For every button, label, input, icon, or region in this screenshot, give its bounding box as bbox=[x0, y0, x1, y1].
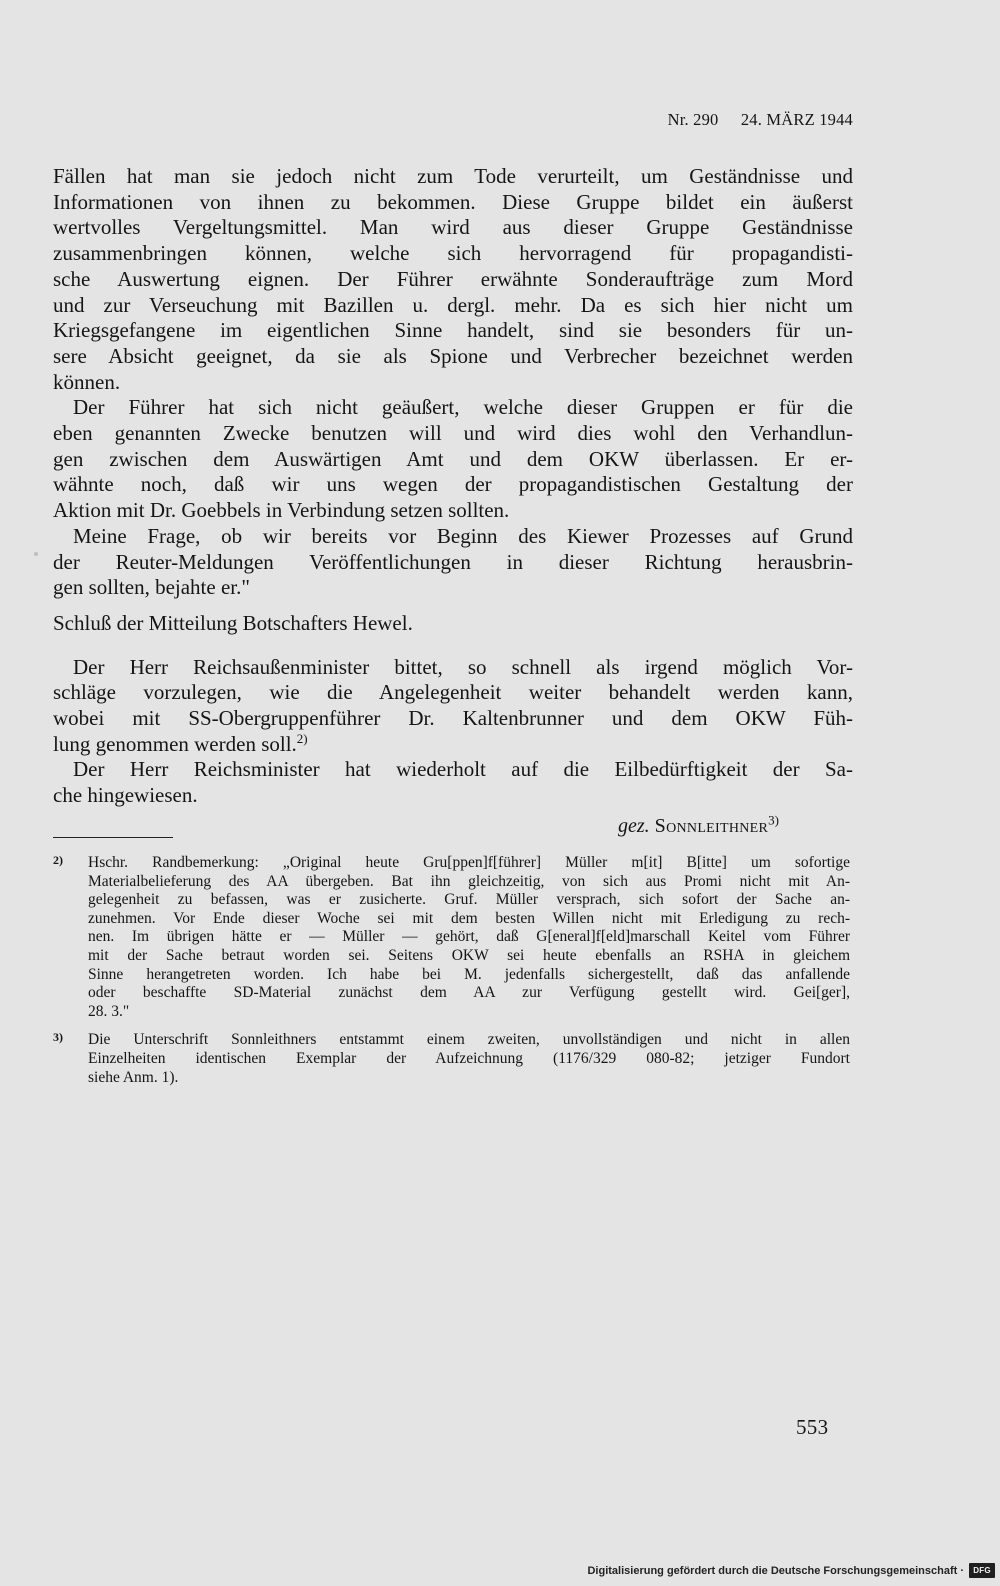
text-line: Der Herr Reichsminister hat wiederholt auf die Eilbedürftigkeit der Sa- bbox=[73, 757, 853, 782]
footnote-2 bbox=[53, 854, 850, 1021]
text-line: schläge vorzulegen, wie die Angelegenheit weiter behandelt werden kann, bbox=[53, 680, 853, 705]
text-line: Schluß der Mitteilung Botschafters Hewel. bbox=[53, 610, 413, 635]
text-line: gen sollten, bejahte er." bbox=[53, 575, 250, 600]
text-line: sere Absicht geeignet, da sie als Spione und Verbrecher bezeichnet werden bbox=[53, 343, 853, 368]
dfg-logo-icon: DFG bbox=[969, 1563, 995, 1578]
digitization-credit bbox=[587, 1563, 995, 1578]
footnote-line: Materialbelieferung des AA übergeben. Bat ihn gleichzeitig, von sich aus Promi nicht mit An- bbox=[88, 872, 850, 890]
page-header bbox=[668, 110, 853, 130]
text-line: wobei mit SS-Obergruppenführer Dr. Kaltenbrunner und dem OKW Füh- bbox=[53, 706, 853, 731]
text-line-content: lung genommen werden soll. bbox=[53, 731, 297, 756]
paragraph-gap bbox=[53, 601, 853, 611]
text-line: wähnte noch, daß wir uns wegen der propagandistischen Gestaltung der bbox=[53, 472, 853, 497]
footnotes bbox=[53, 854, 850, 1097]
signature bbox=[618, 812, 779, 838]
text-line: können. bbox=[53, 369, 121, 394]
footnote-line: Sinne herangetreten worden. Ich habe bei M. jedenfalls sichergestellt, daß das anfallende bbox=[88, 965, 850, 983]
text-line: gen zwischen dem Auswärtigen Amt und dem OKW überlassen. Er er- bbox=[53, 446, 853, 471]
document-number: Nr. 290 bbox=[667, 110, 719, 129]
text-line: der Reuter-Meldungen Veröffentlichungen in dieser Richtung herausbrin- bbox=[53, 549, 853, 574]
main-text bbox=[53, 164, 853, 809]
document-date: 24. MÄRZ 1944 bbox=[740, 110, 853, 129]
digitization-text: Digitalisierung gefördert durch die Deutsche Forschungsgemeinschaft · bbox=[587, 1564, 964, 1577]
text-line: Fällen hat man sie jedoch nicht zum Tode verurteilt, um Geständnisse und bbox=[53, 164, 853, 188]
footnote-line: gelegenheit zu befassen, was er zusicherte. Gruf. Müller versprach, sich sofort der Sache an- bbox=[88, 891, 850, 909]
footnote-line: Einzelheiten identischen Exemplar der Aufzeichnung (1176/329 080-82; jetziger Fundort bbox=[88, 1049, 850, 1067]
footnote-line: mit der Sache betraut worden sei. Seitens OKW sei heute ebenfalls an RSHA in gleichem bbox=[88, 946, 850, 964]
text-line: und zur Verseuchung mit Bazillen u. dergl. mehr. Da es sich hier nicht um bbox=[53, 292, 853, 317]
footnote-line: nen. Im übrigen hätte er — Müller — gehört, daß G[eneral]f[eld]marschall Keitel vom Führer bbox=[88, 928, 850, 946]
footnote-marker: 2) bbox=[53, 853, 63, 867]
footnote-line: Die Unterschrift Sonnleithners entstammt einem zweiten, unvollständigen und nicht in allen bbox=[88, 1031, 850, 1049]
footnote-3 bbox=[53, 1031, 850, 1087]
footnote-line: Hschr. Randbemerkung: „Original heute Gru[ppen]f[führer] Müller m[it] B[itte] um sofortige bbox=[88, 854, 850, 871]
signature-gez: gez. bbox=[618, 815, 650, 837]
footnote-line: siehe Anm. 1). bbox=[88, 1068, 179, 1086]
text-line: Informationen von ihnen zu bekommen. Diese Gruppe bildet ein äußerst bbox=[53, 189, 853, 214]
text-line: che hingewiesen. bbox=[53, 783, 198, 808]
footnote-line: zunehmen. Vor Ende dieser Woche sei mit dem besten Willen nicht mit Erledigung zu rech- bbox=[88, 909, 850, 927]
text-line: Meine Frage, ob wir bereits vor Beginn des Kiewer Prozesses auf Grund bbox=[73, 523, 853, 548]
footnote-marker: 3) bbox=[53, 1030, 63, 1045]
footnote-line: oder beschaffte SD-Material zunächst dem AA zur Verfügung gestellt wird. Gei[ger], bbox=[88, 984, 850, 1002]
footnote-reference: 3) bbox=[768, 812, 779, 828]
paragraph-gap bbox=[53, 637, 853, 655]
text-line: zusammenbringen können, welche sich hervorragend für propagandisti- bbox=[53, 241, 853, 266]
text-line: Aktion mit Dr. Goebbels in Verbindung setzen sollten. bbox=[53, 498, 510, 523]
text-line: Der Herr Reichsaußenminister bittet, so schnell als irgend möglich Vor- bbox=[73, 654, 853, 679]
text-line: sche Auswertung eignen. Der Führer erwähnte Sonderaufträge zum Mord bbox=[53, 266, 853, 291]
scan-speck bbox=[34, 552, 38, 556]
text-line bbox=[53, 732, 853, 758]
page-number: 553 bbox=[796, 1415, 829, 1439]
text-line: eben genannten Zwecke benutzen will und wird dies wohl den Verhandlun- bbox=[53, 421, 853, 446]
footnote-reference: 2) bbox=[296, 730, 308, 746]
footnote-line: 28. 3." bbox=[88, 1002, 130, 1020]
footnote-divider bbox=[53, 837, 173, 838]
text-line: Kriegsgefangene im eigentlichen Sinne handelt, sind sie besonders für un- bbox=[53, 318, 853, 343]
text-line: Der Führer hat sich nicht geäußert, welche dieser Gruppen er für die bbox=[73, 395, 853, 420]
signature-name: Sonnleithner bbox=[654, 815, 769, 837]
text-line: wertvolles Vergeltungsmittel. Man wird aus dieser Gruppe Geständnisse bbox=[53, 215, 853, 240]
